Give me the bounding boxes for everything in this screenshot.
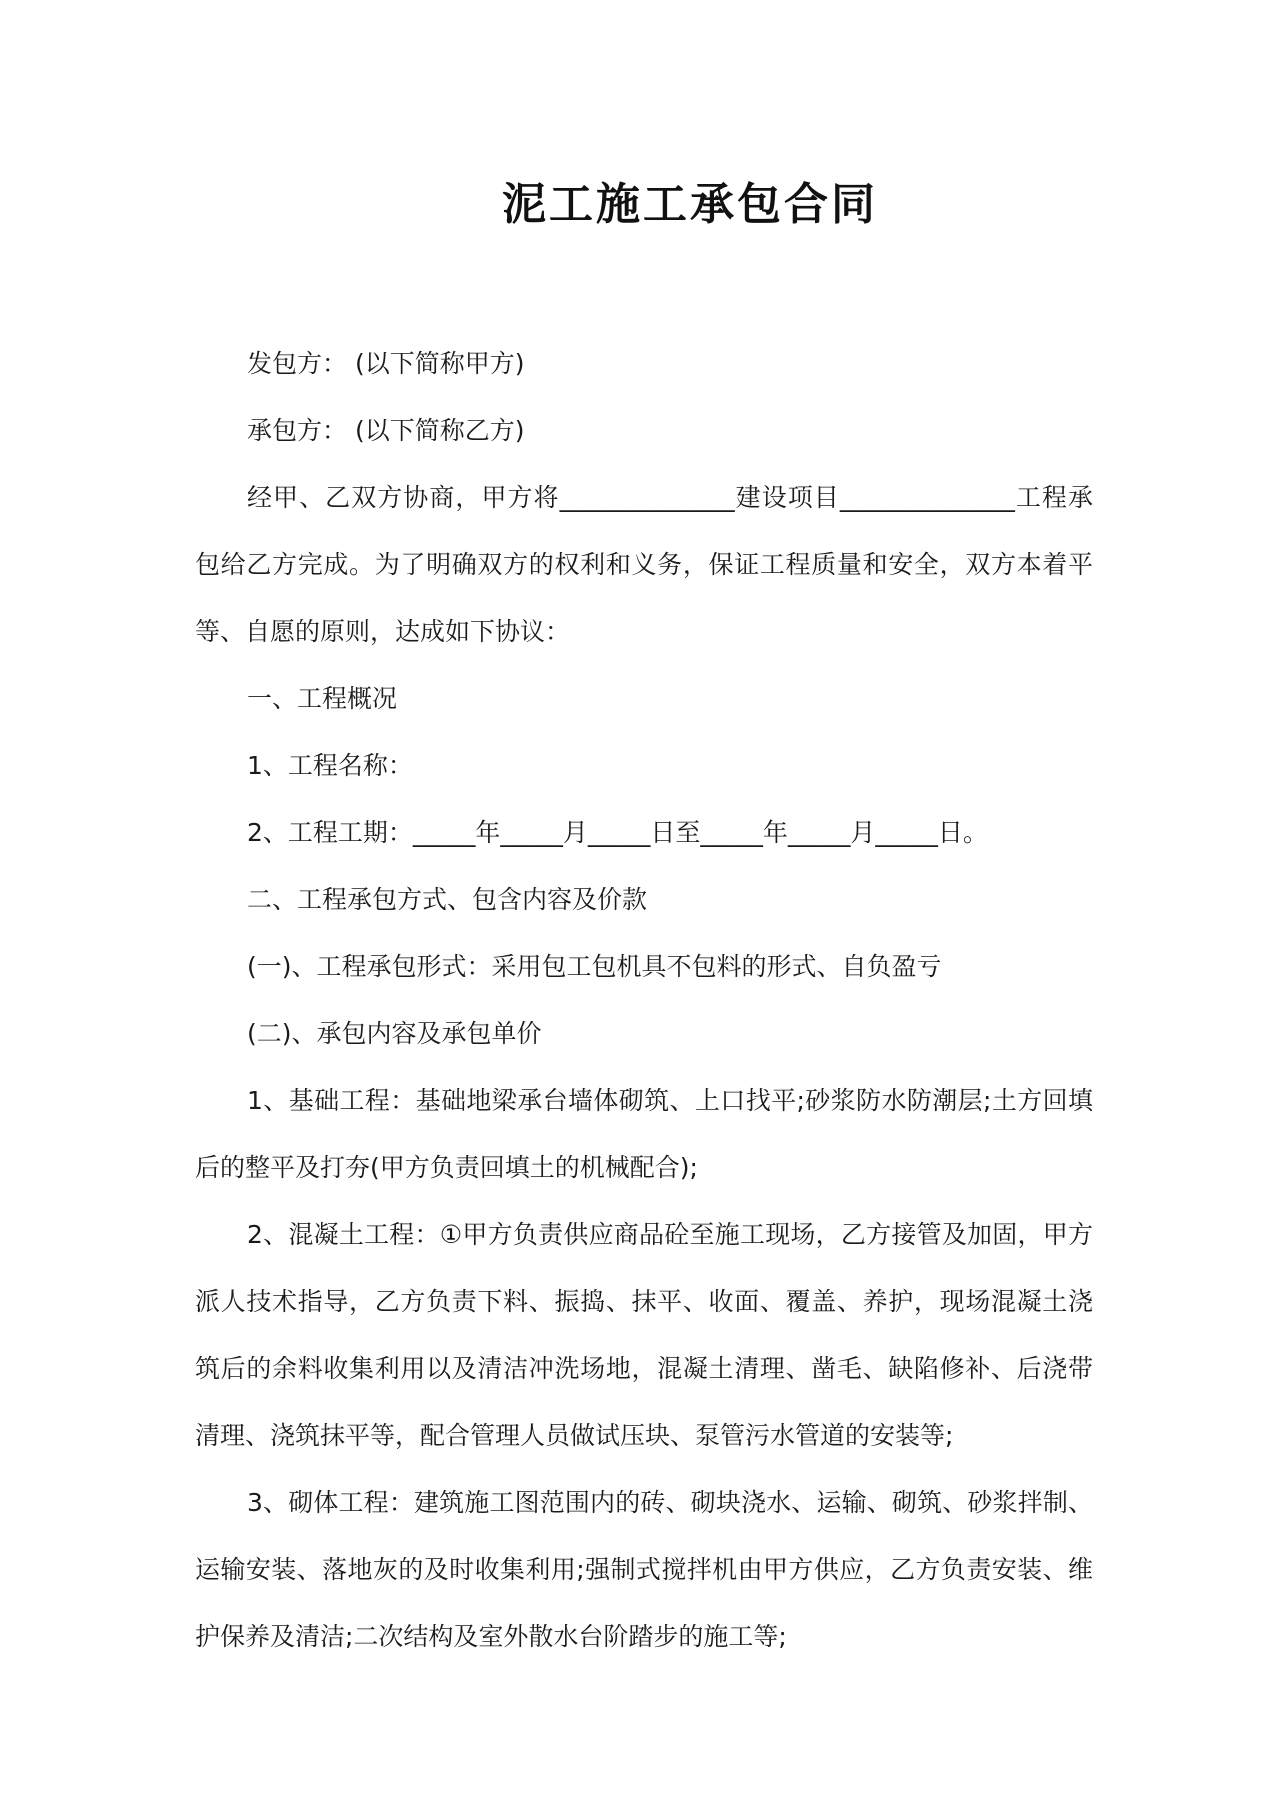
- clause-concrete-work: 2、混凝土工程：①甲方负责供应商品砼至施工现场，乙方接管及加固，甲方派人技术指导，乙方负责下料、振捣、抹平、收面、覆盖、养护，现场混凝土浇筑后的余料收集利用以及清洁冲洗场地，混凝土清理、凿毛、缺陷修补、后浇带清理、浇筑抹平等，配合管理人员做试压块、泵管污水管道的安装等;: [195, 1220, 1093, 1450]
- clause-masonry-work: 3、砌体工程：建筑施工图范围内的砖、砌块浇水、运输、砌筑、砂浆拌制、运输安装、落地灰的及时收集利用;强制式搅拌机由甲方供应，乙方负责安装、维护保养及清洁;二次结构及室外散水台阶踏步的施工等;: [195, 1488, 1093, 1651]
- document-body: [195, 330, 1093, 1670]
- agreement-preamble: 经甲、乙双方协商，甲方将______________建设项目______________工程承包给乙方完成。为了明确双方的权利和义务，保证工程质量和安全，双方本着平等、自愿的原则，达成如下协议：: [195, 483, 1093, 646]
- section-heading-overview: 一、工程概况: [247, 684, 398, 713]
- project-name-line: 1、工程名称：: [247, 751, 413, 780]
- section-heading-contract-mode: 二、工程承包方式、包含内容及价款: [247, 885, 648, 914]
- contract-form-line: (一)、工程承包形式：采用包工包机具不包料的形式、自负盈亏: [247, 952, 942, 981]
- party-a-line: 发包方： (以下简称甲方): [247, 349, 525, 378]
- document-title: 泥工施工承包合同: [502, 179, 878, 230]
- clause-foundation-work: 1、基础工程：基础地梁承台墙体砌筑、上口找平;砂浆防水防潮层;土方回填后的整平及打夯(甲方负责回填土的机械配合);: [195, 1086, 1093, 1182]
- party-b-line: 承包方： (以下简称乙方): [247, 416, 525, 445]
- project-period-line: 2、工程工期：_____年_____月_____日至_____年_____月_____日。: [247, 818, 988, 847]
- contract-scope-heading: (二)、承包内容及承包单价: [247, 1019, 542, 1048]
